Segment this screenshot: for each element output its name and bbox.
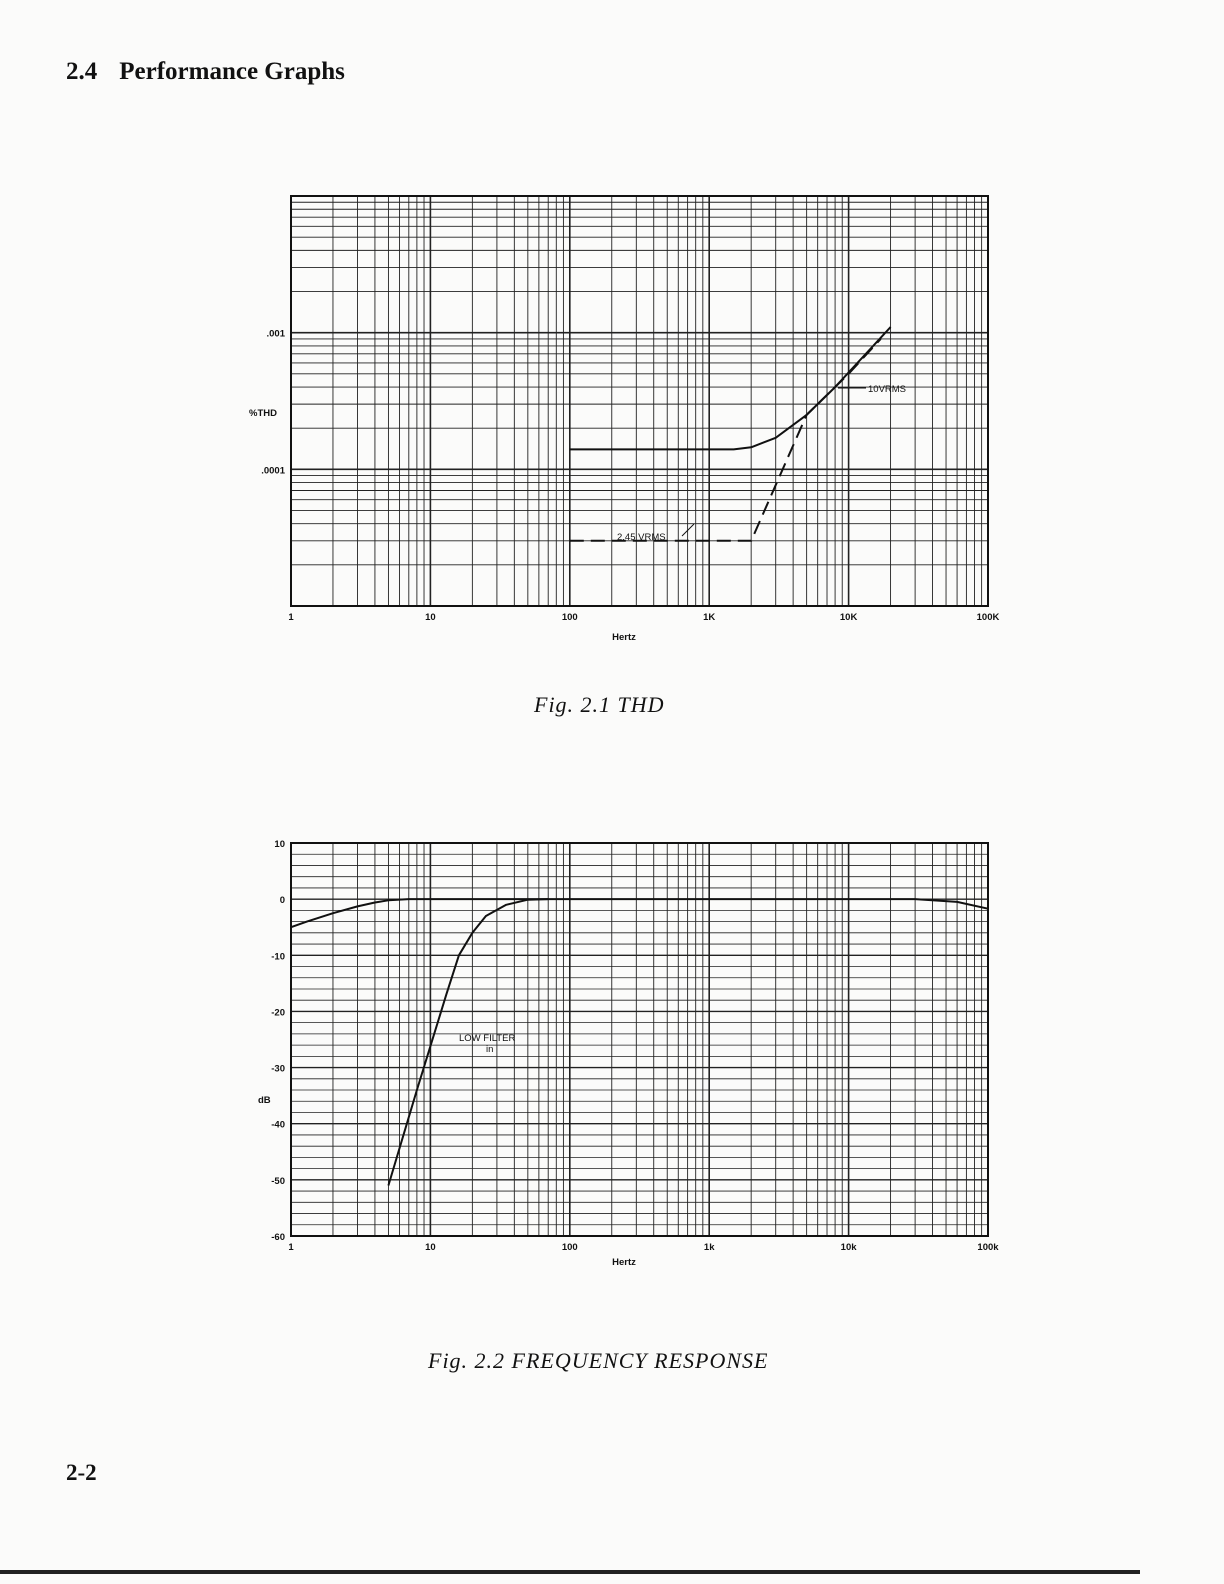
- thd-ytick-labels: [261, 329, 285, 477]
- section-number: 2.4: [66, 58, 98, 85]
- freq-ytick-label: 0: [279, 895, 285, 907]
- freq-chart: [0, 820, 1224, 1290]
- freq-xtick-label: 100: [561, 1242, 578, 1253]
- freq-ytick-label: -50: [271, 1175, 285, 1187]
- thd-xtick-label: 10K: [839, 612, 858, 623]
- freq-ytick-labels: [271, 839, 285, 1243]
- freq-series: [291, 899, 988, 1185]
- freq-xtick-label: 100k: [977, 1242, 999, 1253]
- freq-annotation-in: in: [486, 1044, 494, 1055]
- thd-xtick-labels: [288, 612, 999, 623]
- freq-xtick-label: 10: [425, 1242, 436, 1253]
- freq-plot-frame: [291, 843, 988, 1236]
- freq-xtick-labels: [288, 1242, 999, 1253]
- thd-xtick-label: 10: [425, 612, 436, 623]
- freq-x-axis-label: Hertz: [612, 1257, 636, 1268]
- freq-ytick-label: -10: [271, 951, 285, 963]
- thd-y-axis-label: %THD: [249, 408, 277, 419]
- page-number: 2-2: [66, 1460, 97, 1485]
- thd-caption: Fig. 2.1 THD: [534, 692, 665, 717]
- freq-series-line-0: [291, 899, 988, 927]
- thd-xtick-label: 100: [561, 612, 578, 623]
- section-title: Performance Graphs: [119, 58, 345, 85]
- freq-xtick-label: 10k: [840, 1242, 857, 1253]
- freq-ytick-label: -40: [271, 1119, 285, 1131]
- freq-annotation-low-filter: LOW FILTER: [459, 1033, 516, 1044]
- thd-xtick-label: 1K: [703, 612, 716, 623]
- thd-xtick-label: 100K: [976, 612, 1000, 623]
- freq-ytick-label: -60: [271, 1232, 285, 1243]
- thd-ytick-label: .0001: [261, 465, 285, 477]
- freq-caption: Fig. 2.2 FREQUENCY RESPONSE: [428, 1348, 769, 1373]
- thd-series-label-245vrms: 2.45 VRMS: [617, 532, 666, 543]
- freq-xtick-label: 1: [288, 1242, 294, 1253]
- thd-xtick-label: 1: [288, 612, 294, 623]
- freq-grid: [291, 843, 988, 1236]
- freq-ytick-label: -20: [271, 1007, 285, 1019]
- freq-y-axis-label: dB: [258, 1095, 271, 1106]
- thd-x-axis-label: Hertz: [612, 632, 636, 643]
- thd-ytick-label: .001: [266, 328, 285, 340]
- thd-series-label-10vrms: 10VRMS: [868, 384, 907, 395]
- thd-grid: [291, 196, 988, 606]
- bottom-rule: [0, 1570, 1140, 1574]
- freq-xtick-label: 1k: [703, 1242, 715, 1253]
- freq-ytick-label: -30: [271, 1063, 285, 1075]
- freq-ytick-label: 10: [274, 839, 285, 850]
- thd-chart: [0, 0, 1224, 643]
- thd-plot-frame: [291, 196, 988, 606]
